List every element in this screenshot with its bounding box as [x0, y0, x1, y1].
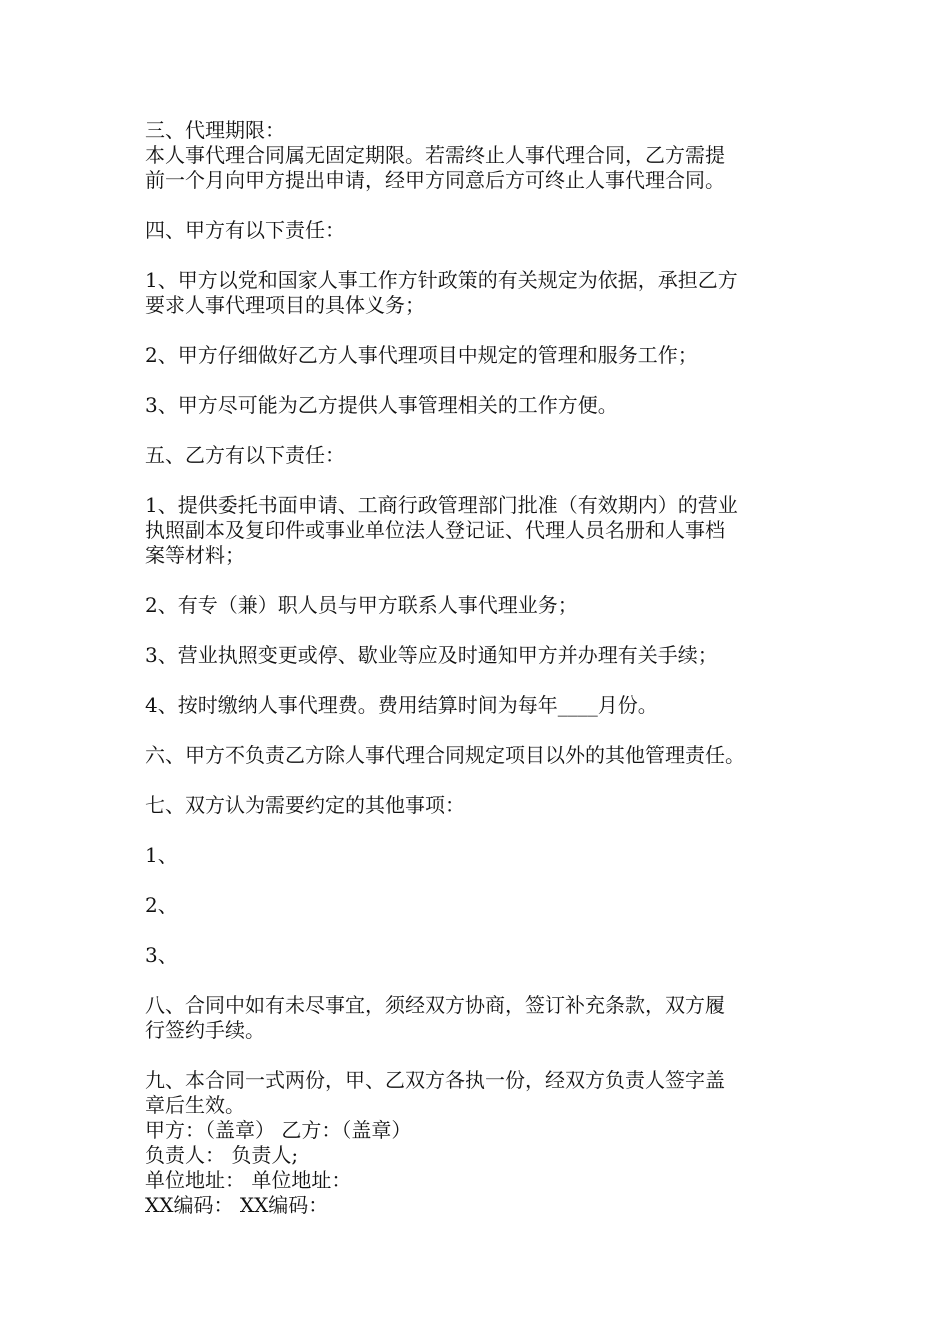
section-9-line-1: 九、本合同一式两份，甲、乙双方各执一份，经双方负责人签字盖	[145, 1068, 725, 1092]
section-5-item-1-line-3: 案等材料；	[145, 543, 245, 567]
section-8-line-1: 八、合同中如有未尽事宜，须经双方协商，签订补充条款，双方履	[145, 993, 725, 1017]
section-7-title: 七、双方认为需要约定的其他事项：	[145, 793, 465, 817]
section-4-item-2: 2、甲方仔细做好乙方人事代理项目中规定的管理和服务工作；	[145, 343, 698, 367]
section-8-line-2: 行签约手续。	[145, 1018, 265, 1042]
section-3-body-line-2: 前一个月向甲方提出申请，经甲方同意后方可终止人事代理合同。	[145, 168, 725, 192]
signature-responsible-line: 负责人： 负责人;	[145, 1143, 299, 1167]
section-5-item-2: 2、有专（兼）职人员与甲方联系人事代理业务；	[145, 593, 578, 617]
section-5-title: 五、乙方有以下责任：	[145, 443, 345, 467]
section-7-item-2: 2、	[145, 893, 178, 917]
signature-seal-line: 甲方：（盖章） 乙方：（盖章）	[145, 1118, 412, 1142]
section-5-item-4: 4、按时缴纳人事代理费。费用结算时间为每年____月份。	[145, 693, 658, 717]
section-5-item-3: 3、营业执照变更或停、歇业等应及时通知甲方并办理有关手续；	[145, 643, 718, 667]
section-7-item-3: 3、	[145, 943, 178, 967]
section-5-item-1-line-2: 执照副本及复印件或事业单位法人登记证、代理人员名册和人事档	[145, 518, 725, 542]
section-5-item-1-line-1: 1、提供委托书面申请、工商行政管理部门批准（有效期内）的营业	[145, 493, 738, 517]
section-6: 六、甲方不负责乙方除人事代理合同规定项目以外的其他管理责任。	[145, 743, 745, 767]
section-4-item-1-line-2: 要求人事代理项目的具体义务；	[145, 293, 425, 317]
section-7-item-1: 1、	[145, 843, 178, 867]
section-3-body-line-1: 本人事代理合同属无固定期限。若需终止人事代理合同，乙方需提	[145, 143, 725, 167]
section-4-title: 四、甲方有以下责任：	[145, 218, 345, 242]
signature-code-line: XX编码： XX编码：	[145, 1193, 329, 1217]
section-9-line-2: 章后生效。	[145, 1093, 245, 1117]
section-4-item-1-line-1: 1、甲方以党和国家人事工作方针政策的有关规定为依据，承担乙方	[145, 268, 738, 292]
signature-address-line: 单位地址： 单位地址：	[145, 1168, 352, 1192]
section-3-title: 三、代理期限：	[145, 118, 285, 142]
contract-page	[145, 118, 810, 1218]
section-4-item-3: 3、甲方尽可能为乙方提供人事管理相关的工作方便。	[145, 393, 618, 417]
